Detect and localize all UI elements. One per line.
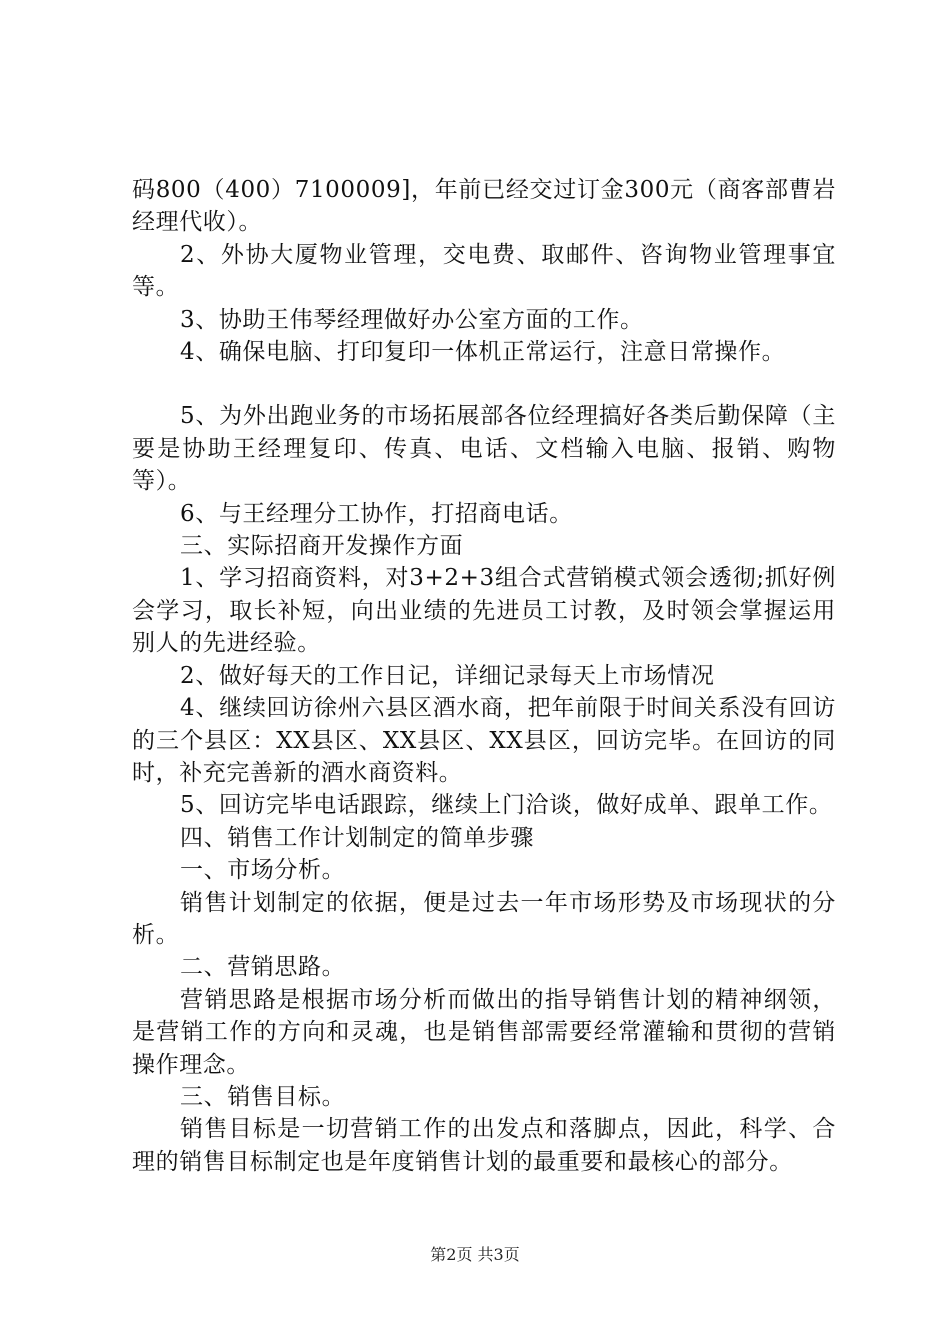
subsection-heading: 二、营销思路。 [180, 954, 346, 981]
paragraph: 1、学习招商资料，对3+2+3组合式营销模式领会透彻;抓好例会学习，取长补短，向出业绩的先进员工讨教，及时领会掌握运用别人的先进经验。 [132, 565, 836, 657]
paragraph: 6、与王经理分工协作，打招商电话。 [180, 500, 573, 527]
page-number-footer: 第2页 共3页 [430, 1245, 520, 1264]
document-body [132, 174, 836, 1178]
paragraph: 销售计划制定的依据，便是过去一年市场形势及市场现状的分析。 [132, 889, 836, 948]
paragraph: 5、回访完毕电话跟踪，继续上门洽谈，做好成单、跟单工作。 [180, 792, 833, 819]
section-heading: 四、销售工作计划制定的简单步骤 [180, 824, 534, 851]
paragraph: 2、外协大厦物业管理，交电费、取邮件、咨询物业管理事宜等。 [132, 241, 836, 301]
paragraph: 4、继续回访徐州六县区酒水商，把年前限于时间关系没有回访的三个县区：XX县区、XX县区、XX县区，回访完毕。在回访的同时，补充完善新的酒水商资料。 [132, 695, 836, 786]
paragraph: 5、为外出跑业务的市场拓展部各位经理搞好各类后勤保障（主要是协助王经理复印、传真、电话、文档输入电脑、报销、购物等）。 [132, 403, 836, 495]
paragraph: 码800（400）7100009]，年前已经交过订金300元（商客部曹岩经理代收）。 [132, 177, 836, 236]
paragraph: 3、协助王伟琴经理做好办公室方面的工作。 [180, 306, 644, 333]
section-heading: 三、实际招商开发操作方面 [180, 533, 464, 560]
paragraph: 营销思路是根据市场分析而做出的指导销售计划的精神纲领，是营销工作的方向和灵魂，也是销售部需要经常灌输和贯彻的营销操作理念。 [132, 986, 836, 1078]
paragraph: 4、确保电脑、打印复印一体机正常运行，注意日常操作。 [180, 339, 786, 366]
paragraph: 2、做好每天的工作日记，详细记录每天上市场情况 [180, 662, 715, 689]
subsection-heading: 一、市场分析。 [180, 857, 346, 884]
subsection-heading: 三、销售目标。 [180, 1083, 346, 1110]
paragraph: 销售目标是一切营销工作的出发点和落脚点，因此，科学、合理的销售目标制定也是年度销售计划的最重要和最核心的部分。 [132, 1116, 836, 1175]
